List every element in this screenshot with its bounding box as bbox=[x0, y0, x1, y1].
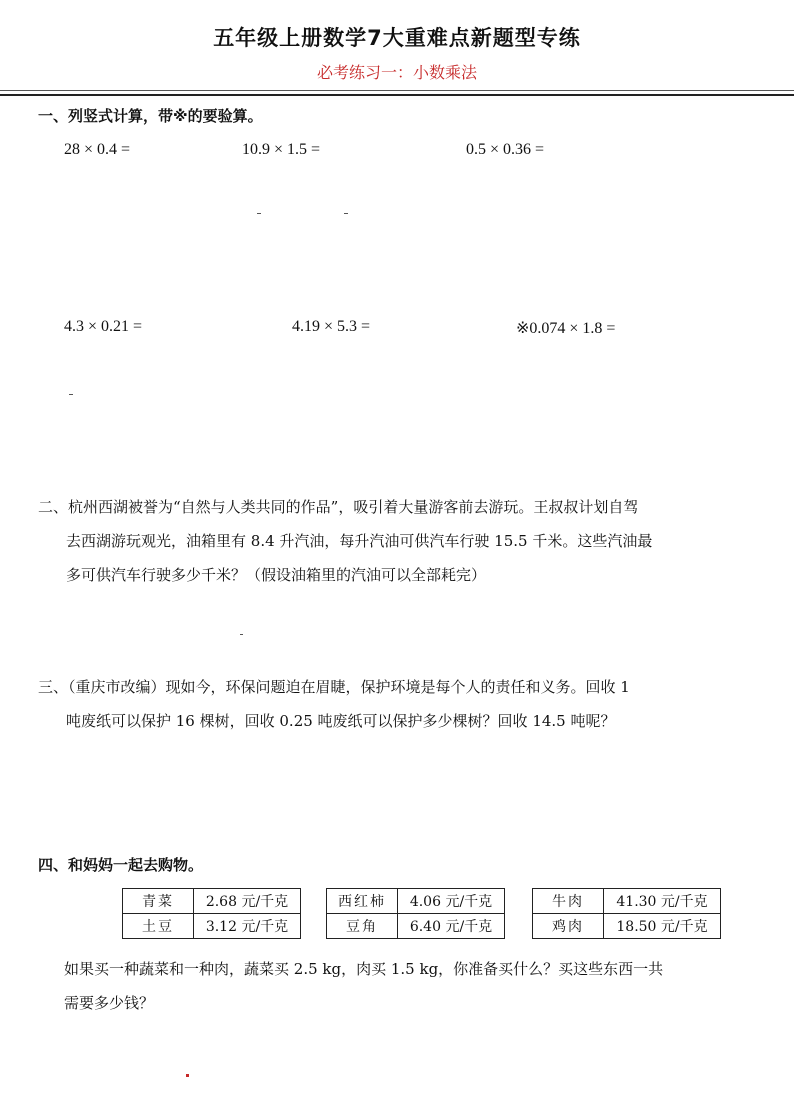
section4-line-2: 需要多少钱？ bbox=[64, 994, 155, 1012]
item-price: 18.50 元/千克 bbox=[604, 914, 721, 939]
section2-line-1: 二、杭州西湖被誉为“自然与人类共同的作品”，吸引着大量游客前去游玩。王叔叔计划自驾 bbox=[38, 498, 639, 516]
item-price: 4.06 元/千克 bbox=[398, 889, 505, 914]
header-rule-thin bbox=[0, 90, 794, 91]
item-name: 西红柿 bbox=[327, 889, 398, 914]
problem-4: 4.3 × 0.21 = bbox=[64, 318, 143, 335]
page-subtitle: 必考练习一：小数乘法 bbox=[316, 63, 477, 82]
page-title: 五年级上册数学7大重难点新题型专练 bbox=[213, 26, 581, 50]
problem-6: ※0.074 × 1.8 = bbox=[516, 320, 616, 337]
item-name: 牛肉 bbox=[533, 889, 604, 914]
item-name: 土豆 bbox=[123, 914, 194, 939]
problem-5: 4.19 × 5.3 = bbox=[292, 318, 371, 335]
item-price: 2.68 元/千克 bbox=[194, 889, 301, 914]
section4-line-1: 如果买一种蔬菜和一种肉，蔬菜买 2.5 kg，肉买 1.5 kg，你准备买什么？买这些东西一共 bbox=[64, 960, 664, 978]
price-table-vegetables-2 bbox=[326, 888, 505, 939]
section4-heading: 四、和妈妈一起去购物。 bbox=[38, 856, 204, 874]
section3-question bbox=[38, 670, 778, 738]
section1-heading: 一、列竖式计算，带※的要验算。 bbox=[38, 107, 263, 125]
section4-question bbox=[64, 952, 778, 1020]
problem-1: 28 × 0.4 = bbox=[64, 141, 131, 158]
item-price: 41.30 元/千克 bbox=[604, 889, 721, 914]
price-table-meats bbox=[532, 888, 721, 939]
section3-line-1: 三、（重庆市改编）现如今，环保问题迫在眉睫，保护环境是每个人的责任和义务。回收 1 bbox=[38, 678, 630, 696]
scan-speck bbox=[186, 1074, 189, 1077]
scan-speck bbox=[69, 394, 73, 395]
item-name: 豆角 bbox=[327, 914, 398, 939]
section3-line-2: 吨废纸可以保护 16 棵树，回收 0.25 吨废纸可以保护多少棵树？回收 14.5 吨呢？ bbox=[66, 712, 616, 730]
section2-line-3: 多可供汽车行驶多少千米？（假设油箱里的汽油可以全部耗完） bbox=[66, 566, 487, 584]
item-price: 3.12 元/千克 bbox=[194, 914, 301, 939]
section2-line-2: 去西湖游玩观光，油箱里有 8.4 升汽油，每升汽油可供汽车行驶 15.5 千米。这些汽油最 bbox=[66, 532, 653, 550]
scan-speck bbox=[240, 634, 243, 635]
item-name: 鸡肉 bbox=[533, 914, 604, 939]
section2-question bbox=[38, 490, 778, 592]
scan-speck bbox=[257, 213, 261, 214]
problem-3: 0.5 × 0.36 = bbox=[466, 141, 545, 158]
scan-speck bbox=[344, 213, 348, 214]
item-name: 青菜 bbox=[123, 889, 194, 914]
header-rule-thick bbox=[0, 94, 794, 96]
problem-2: 10.9 × 1.5 = bbox=[242, 141, 321, 158]
price-table-vegetables-1 bbox=[122, 888, 301, 939]
item-price: 6.40 元/千克 bbox=[398, 914, 505, 939]
